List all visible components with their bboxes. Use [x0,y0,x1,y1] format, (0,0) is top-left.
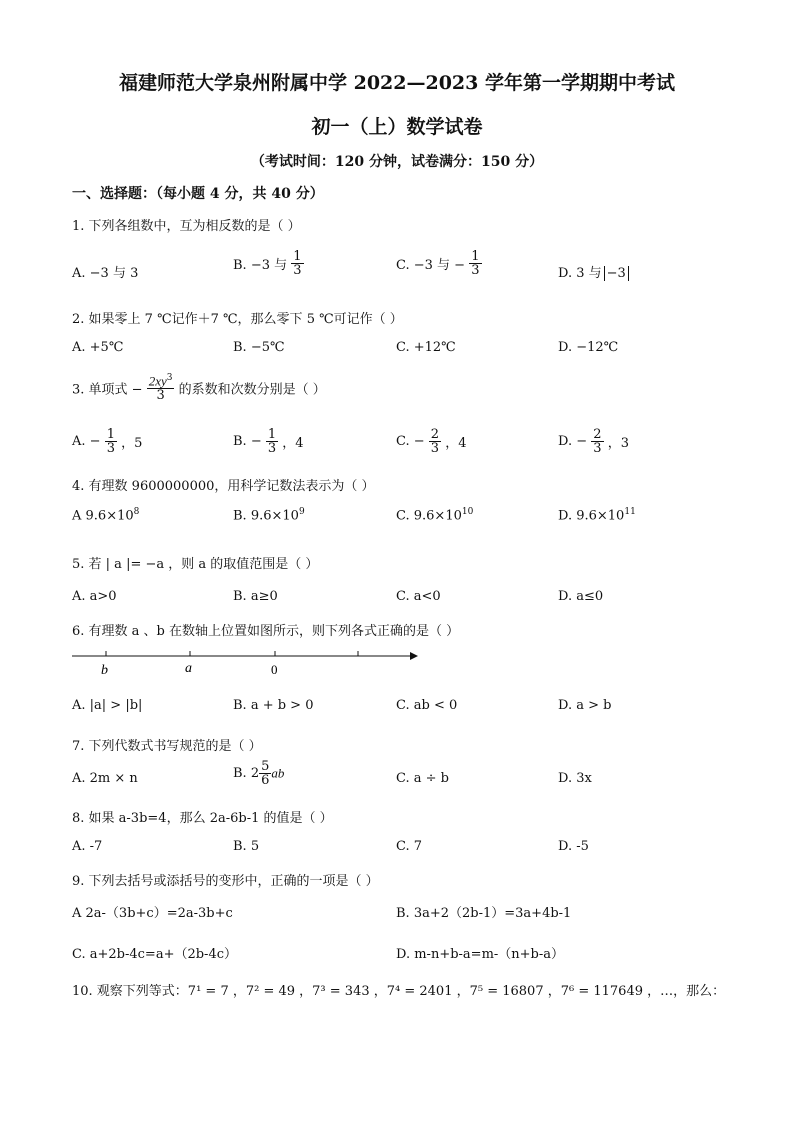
q9-option-c: C. a+2b-4c=a+（2b-4c） [72,947,238,962]
q8-option-d: D. -5 [558,839,589,854]
exam-info: （考试时间：120 分钟，试卷满分：150 分） [250,154,544,170]
q7-option-a: A. 2m × n [72,771,138,786]
q7-option-c: C. a ÷ b [396,771,449,786]
q3-option-c: C. − $\frac{2}{3}$ ，4 [396,427,467,456]
q2-option-a: A. +5℃ [72,340,124,355]
q6-option-a: A. |a| > |b| [72,698,143,713]
q2-option-d: D. −12℃ [558,340,619,355]
question-5-stem: 5. 若 | a |= −a ，则 a 的取值范围是（ ） [72,557,319,572]
q4-option-a: A $9.6\times 10^8$ [72,507,140,524]
question-2-stem: 2. 如果零上 7 ℃记作＋7 ℃，那么零下 5 ℃可记作（ ） [72,312,403,327]
q4-option-c: C. $9.6\times 10^{10}$ [396,507,474,524]
q8-option-c: C. 7 [396,839,423,854]
q8-option-a: A. -7 [72,839,103,854]
q5-option-b: B. a≥0 [233,589,278,604]
question-3-stem: 3. 单项式 − $\frac{2xy^3}{3}$ 的系数和次数分别是（ ） [72,373,326,404]
arrow-right-icon [410,652,418,660]
q5-option-c: C. a<0 [396,589,441,604]
q6-option-d: D. a > b [558,698,612,713]
section-title: 一、选择题：（每小题 4 分，共 40 分） [72,186,324,202]
question-7-stem: 7. 下列代数式书写规范的是（ ） [72,739,262,754]
q9-option-a: A 2a-（3b+c）=2a-3b+c [72,906,233,921]
q7-option-b: B. 2 $\frac{5}{6}$ ab [233,759,285,788]
q4-option-d: D. $9.6\times 10^{11}$ [558,507,636,524]
q7-option-d: D. 3x [558,771,592,786]
question-10-stem: 10. 观察下列等式：7¹ = 7 ，7² = 49 ，7³ = 343 ，7⁴ = 2401 ，7⁵ = 16807 ，7⁶ = 117649 ，…，那么： [72,984,726,999]
q2-option-b: B. −5℃ [233,340,285,355]
q1-option-b: B. −3 与 $\frac{1}{3}$ [233,249,302,278]
exam-subtitle: 初一（上）数学试卷 [311,116,483,138]
question-6-stem: 6. 有理数 a 、b 在数轴上位置如图所示，则下列各式正确的是（ ） [72,624,460,639]
q5-option-d: D. a≤0 [558,589,604,604]
q3-option-d: D. − $\frac{2}{3}$ ，3 [558,427,629,456]
question-9-stem: 9. 下列去括号或添括号的变形中，正确的一项是（ ） [72,874,379,889]
q1-option-a: A. −3 与 3 [72,266,139,281]
axis-label-b: b [101,663,108,678]
question-8-stem: 8. 如果 a-3b=4，那么 2a-6b-1 的值是（ ） [72,811,333,826]
q9-option-d: D. m-n+b-a=m-（n+b-a） [396,947,565,962]
q2-option-c: C. +12℃ [396,340,456,355]
q3-option-b: B. − $\frac{1}{3}$ ，4 [233,427,304,456]
q6-option-c: C. ab < 0 [396,698,458,713]
q8-option-b: B. 5 [233,839,260,854]
q4-option-b: B. $9.6\times 10^9$ [233,507,305,524]
question-1-stem: 1. 下列各组数中，互为相反数的是（ ） [72,219,301,234]
q6-option-b: B. a + b > 0 [233,698,314,713]
q1-option-d: D. 3 与 −3 [558,262,629,281]
number-line [70,648,430,680]
q9-option-b: B. 3a+2（2b-1）=3a+4b-1 [396,906,572,921]
exam-title: 福建师范大学泉州附属中学 2022—2023 学年第一学期期中考试 [119,72,675,94]
axis-label-a: a [185,661,192,676]
q3-option-a: A. − $\frac{1}{3}$ ，5 [72,427,143,456]
question-4-stem: 4. 有理数 9600000000，用科学记数法表示为（ ） [72,479,375,494]
axis-label-0: 0 [271,662,278,677]
q5-option-a: A. a>0 [72,589,117,604]
q1-option-c: C. −3 与 − $\frac{1}{3}$ [396,249,480,278]
